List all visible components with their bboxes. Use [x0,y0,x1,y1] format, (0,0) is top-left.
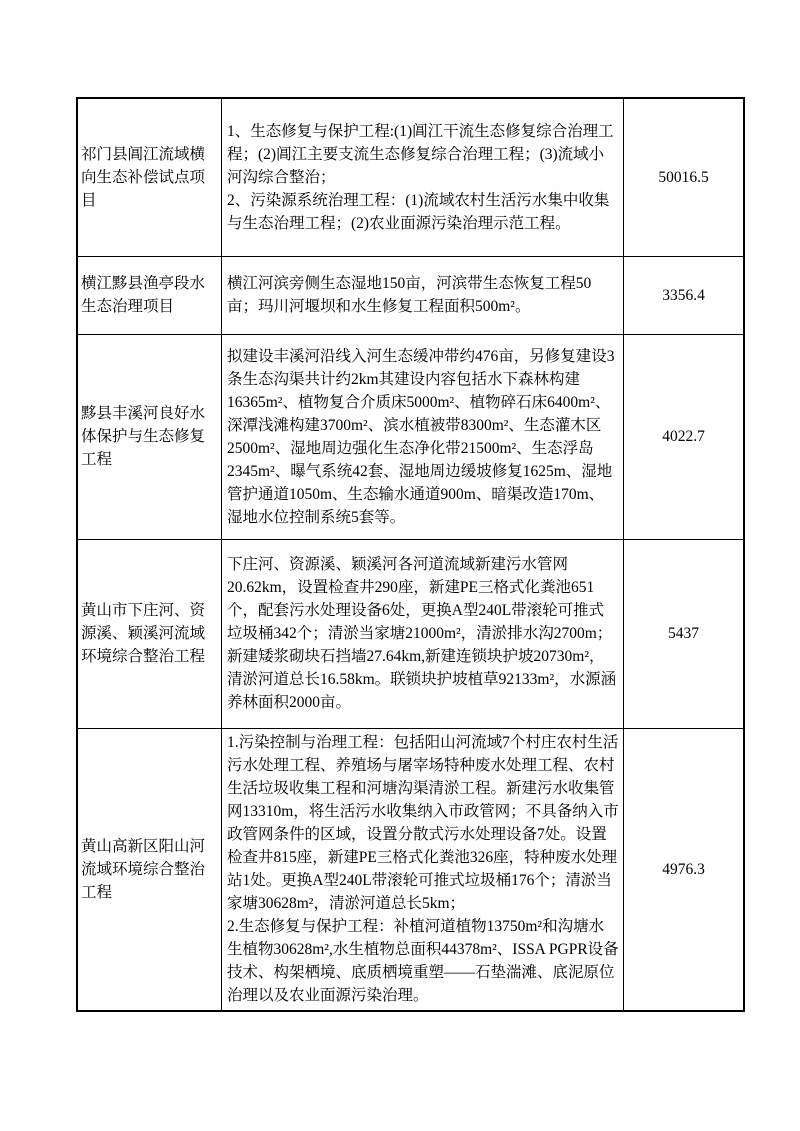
amount-value: 3356.4 [662,286,705,304]
project-name: 横江黟县渔亭段水生态治理项目 [81,275,206,315]
amount-cell [624,98,745,256]
project-name-cell [77,728,222,1011]
projects-table [76,97,745,1012]
project-description-cell [222,539,624,728]
amount-value: 4976.3 [662,860,705,878]
description-paragraph: 横江河滨旁侧生态湿地150亩，河滨带生态恢复工程50亩；玛川河堰坝和水生修复工程面积500m²。 [227,275,592,315]
project-name-cell [77,98,222,256]
project-name: 祁门县阊江流域横向生态补偿试点项目 [81,145,206,209]
amount-value: 50016.5 [658,168,709,186]
project-description-cell [222,728,624,1011]
project-name: 黟县丰溪河良好水体保护与生态修复工程 [81,405,206,468]
description-paragraph: 2.生态修复与保护工程：补植河道植物13750m²和沟塘水生植物30628m²,水生植物总面积44378m²、ISSA PGPR设备技术、构架栖境、底质栖境重塑——石垫湍滩、底泥原位治理以及农业面源污染治理。 [227,918,619,1005]
amount-cell [624,334,745,539]
description-paragraph: 1.污染控制与治理工程：包括阳山河流域7个村庄农村生活污水处理工程、养殖场与屠宰场特种废水处理工程、农村生活垃圾收集工程和河塘沟渠清淤工程。新建污水收集管网13310m，将生活污水收集纳入市政管网；不具备纳入市政管网条件的区域，设置分散式污水处理设备7处。设置检查井815座，新建PE三格式化粪池326座，特种废水处理站1处。更换A型240L带滚轮可推式垃圾桶176个；清淤当家塘30628m²，清淤河道总长5km； [227,734,619,913]
project-name-cell [77,256,222,334]
table-row [77,256,744,334]
description-paragraph: 下庄河、资源溪、颖溪河各河道流域新建污水管网20.62km，设置检查井290座，新建PE三格式化粪池651个，配套污水处理设备6处，更换A型240L带滚轮可推式垃圾桶342个；清淤当家塘21000m²，清淤排水沟2700m；新建矮浆砌块石挡墙27.64km,新建连锁块护坡20730m²，清淤河道总长16.58km。联锁块护坡植草92133m²，水源涵养林面积2000亩。 [227,556,617,711]
amount-cell [624,728,745,1011]
description-paragraph: 2、污染源系统治理工程：(1)流域农村生活污水集中收集与生态治理工程；(2)农业面源污染治理示范工程。 [227,191,610,232]
table-row [77,334,744,539]
table-row [77,728,744,1011]
table-row [77,98,744,256]
project-name: 黄山高新区阳山河流域环境综合整治工程 [81,837,206,901]
amount-value: 4022.7 [662,428,705,445]
amount-cell [624,539,745,728]
table-row [77,539,744,728]
project-description-cell [222,98,624,256]
amount-cell [624,256,745,334]
project-description-cell [222,334,624,539]
description-paragraph: 1、生态修复与保护工程:(1)阊江干流生态修复综合治理工程；(2)阊江主要支流生态修复综合治理工程；(3)流域小河沟综合整治； [227,122,614,186]
project-name: 黄山市下庄河、资源溪、颖溪河流域环境综合整治工程 [81,602,206,665]
amount-value: 5437 [668,625,699,642]
description-paragraph: 拟建设丰溪河沿线入河生态缓冲带约476亩，另修复建设3条生态沟渠共计约2km其建设内容包括水下森林构建16365m²、植物复合介质床5000m²、植物碎石床6400m²、深潭浅滩构建3700m²、滨水植被带8300m²、生态灌木区2500m²、湿地周边强化生态净化带21500m²、生态浮岛2345m²、曝气系统42套、湿地周边缓坡修复1625m、湿地管护通道1050m、生态输水通道900m、暗渠改造170m、湿地水位控制系统5套等。 [227,347,615,526]
project-name-cell [77,539,222,728]
project-description-cell [222,256,624,334]
project-name-cell [77,334,222,539]
